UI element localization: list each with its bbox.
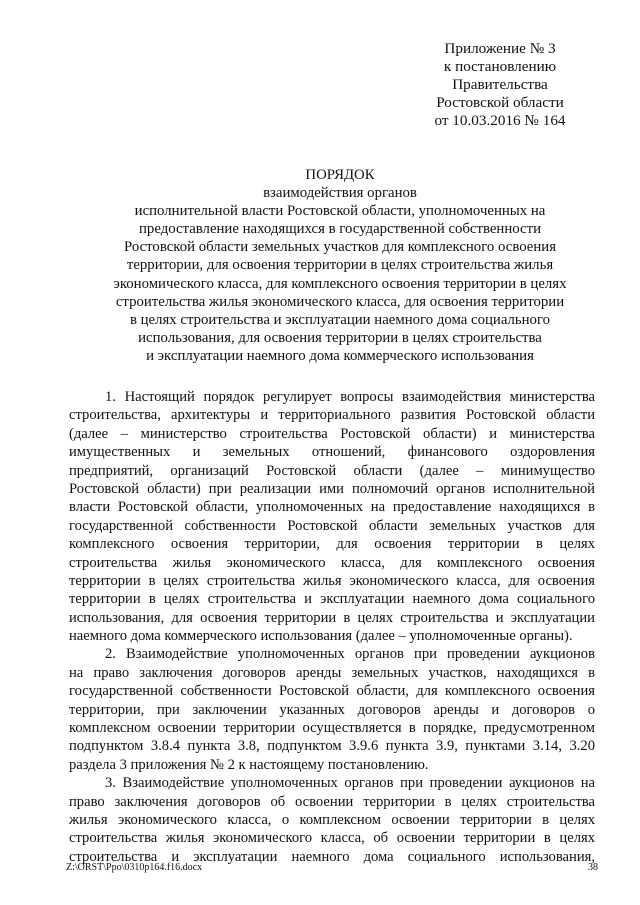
body-line: на право заключения договоров аренды земельных участков, находящихся в xyxy=(69,664,595,681)
appendix-line: Правительства xyxy=(452,76,548,93)
body-line: имущественных и земельных отношений, финансового оздоровления xyxy=(69,444,595,461)
appendix-line: Ростовской области xyxy=(436,94,564,111)
heading-line: использования, для освоения территории в целях строительства xyxy=(138,329,542,346)
body-line: территории в целях строительства жилья экономического класса, для освоения xyxy=(69,572,595,589)
heading-line: в целях строительства и эксплуатации наемного дома социального xyxy=(129,311,551,328)
body-line: 1. Настоящий порядок регулирует вопросы взаимодействия министерства xyxy=(105,389,595,405)
body-line: наемного дома коммерческого использования (далее – уполномоченные органы). xyxy=(69,628,573,645)
body-line: территории, при заключении указанных договоров аренды и договоров о xyxy=(69,701,595,718)
document-heading xyxy=(60,166,620,365)
body-line: государственной собственности Ростовской области, для комплексного освоения xyxy=(69,683,595,700)
appendix-line: Приложение № 3 xyxy=(444,40,556,57)
body-line: строительства жилья экономического класса, об освоении территории в целях xyxy=(69,830,595,847)
body-line: право заключения договоров об освоении территории в целях строительства xyxy=(69,793,595,810)
appendix-note xyxy=(380,40,620,130)
file-path: Z:\ORST\Ppo\0310p164.f16.docx xyxy=(66,862,203,873)
heading-line: экономического класса, для комплексного освоения территории в целях xyxy=(113,275,567,292)
body-line: 3. Взаимодействие уполномоченных органов при проведении аукционов на xyxy=(105,775,595,792)
heading-title: ПОРЯДОК xyxy=(305,167,375,183)
heading-line: предоставление находящихся в государственной собственности xyxy=(139,221,541,238)
heading-line: и эксплуатации наемного дома коммерческого использования xyxy=(146,347,534,364)
body-line: предприятий, организаций Ростовской области (далее – минимущество xyxy=(69,462,595,479)
heading-line: взаимодействия органов xyxy=(263,185,417,202)
body-line: раздела 3 приложения № 2 к настоящему постановлению. xyxy=(69,756,429,773)
body-line: 2. Взаимодействие уполномоченных органов при проведении аукционов xyxy=(105,646,595,663)
heading-line: Ростовской области земельных участков для комплексного освоения xyxy=(123,239,557,256)
body-line: использования, для освоения территории в целях строительства и эксплуатации xyxy=(69,609,595,626)
body-line: власти Ростовской области, уполномоченных на предоставление находящихся в xyxy=(69,499,595,516)
heading-line: строительства жилья экономического класса, для освоения территории xyxy=(115,293,565,310)
body-line: (далее – министерство строительства Ростовской области) и министерства xyxy=(69,425,595,442)
body-line: территории в целях строительства и эксплуатации наемного дома социального xyxy=(69,591,595,608)
page-number: 38 xyxy=(588,862,598,873)
body-line: Ростовской области) при реализации ими полномочий органов исполнительной xyxy=(69,480,595,497)
appendix-line: от 10.03.2016 № 164 xyxy=(434,112,566,129)
body-line: жилья экономического класса, о комплексном освоении территории в целях xyxy=(69,811,595,828)
body-line: комплексного освоения территории, для освоения территории в целях xyxy=(69,536,595,553)
body-line: строительства, архитектуры и территориального развития Ростовской области xyxy=(69,407,595,424)
body-line: строительства и эксплуатации наемного дома социального использования, xyxy=(69,848,595,865)
body-line: государственной собственности Ростовской области земельных участков для xyxy=(69,517,595,534)
body-line: подпунктом 3.8.4 пункта 3.8, подпунктом 3.9.6 пункта 3.9, пунктами 3.14, 3.20 xyxy=(69,738,595,755)
document-body xyxy=(69,388,595,866)
body-line: комплексном освоении территории осуществляется в порядке, предусмотренном xyxy=(69,720,595,737)
heading-line: исполнительной власти Ростовской области, уполномоченных на xyxy=(134,203,546,220)
heading-line: территории, для освоения территории в целях строительства жилья xyxy=(126,257,554,274)
appendix-line: к постановлению xyxy=(443,58,557,75)
body-line: строительства жилья экономического класса, для комплексного освоения xyxy=(69,554,595,571)
